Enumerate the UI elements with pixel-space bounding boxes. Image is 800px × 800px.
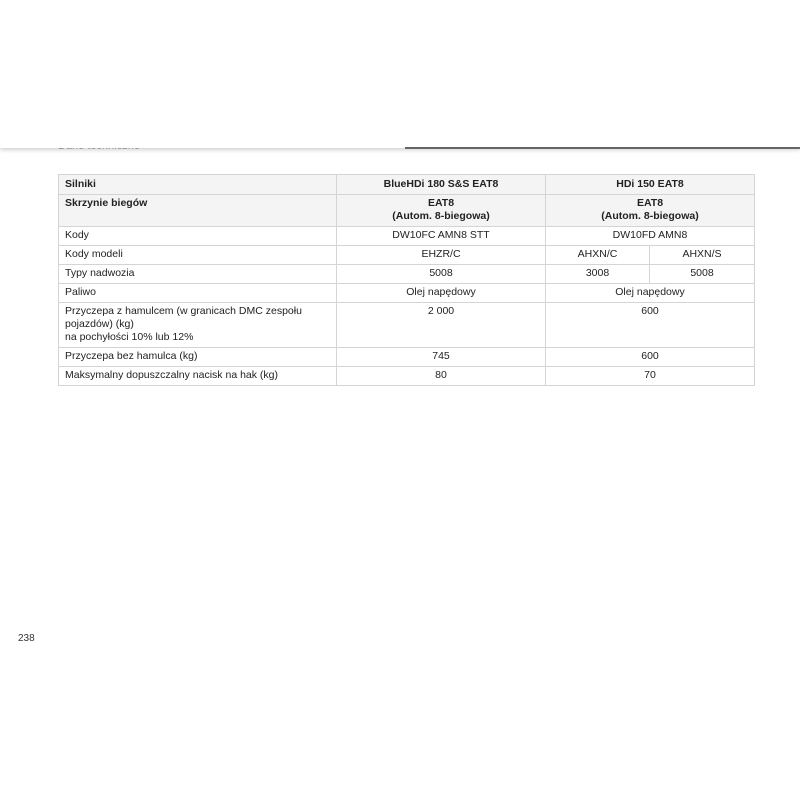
braked-trailer-label — [59, 303, 337, 348]
model-codes-value-2a: AHXN/C — [546, 246, 650, 265]
body-types-value-2b: 5008 — [650, 265, 755, 284]
unbraked-trailer-value-1: 745 — [337, 348, 546, 367]
towball-load-value-2: 70 — [546, 367, 755, 386]
previous-page-edge — [0, 0, 800, 148]
model-codes-value-2b: AHXN/S — [650, 246, 755, 265]
gearbox-2-cell — [546, 195, 755, 227]
codes-label: Kody — [59, 227, 337, 246]
codes-value-2: DW10FD AMN8 — [546, 227, 755, 246]
unbraked-trailer-label: Przyczepa bez hamulca (kg) — [59, 348, 337, 367]
fuel-label: Paliwo — [59, 284, 337, 303]
gearbox-1-cell — [337, 195, 546, 227]
table-row-body-types — [59, 265, 755, 284]
table-row-model-codes — [59, 246, 755, 265]
braked-trailer-label-line-1: Przyczepa z hamulcem (w granicach DMC zespołu — [65, 305, 302, 317]
gearbox-2-name: EAT8 — [636, 197, 664, 209]
model-codes-value-1: EHZR/C — [337, 246, 546, 265]
body-types-value-1: 5008 — [337, 265, 546, 284]
braked-trailer-value-1: 2 000 — [337, 303, 546, 348]
technical-data-table — [58, 174, 755, 386]
engine-1-header: BlueHDi 180 S&S EAT8 — [337, 175, 546, 195]
braked-trailer-label-line-3: na pochyłości 10% lub 12% — [65, 331, 194, 343]
towball-load-value-1: 80 — [337, 367, 546, 386]
page-number: 238 — [18, 633, 35, 644]
table-row-engines — [59, 175, 755, 195]
table-row-gearbox — [59, 195, 755, 227]
table-row-unbraked-trailer — [59, 348, 755, 367]
gearbox-label: Skrzynie biegów — [59, 195, 337, 227]
engine-2-header: HDi 150 EAT8 — [546, 175, 755, 195]
codes-value-1: DW10FC AMN8 STT — [337, 227, 546, 246]
engines-label: Silniki — [59, 175, 337, 195]
gearbox-2-desc: (Autom. 8-biegowa) — [601, 210, 699, 222]
fuel-value-1: Olej napędowy — [337, 284, 546, 303]
fuel-value-2: Olej napędowy — [546, 284, 755, 303]
table-row-fuel — [59, 284, 755, 303]
braked-trailer-value-2: 600 — [546, 303, 755, 348]
body-types-label: Typy nadwozia — [59, 265, 337, 284]
table-row-codes — [59, 227, 755, 246]
towball-load-label: Maksymalny dopuszczalny nacisk na hak (kg) — [59, 367, 337, 386]
table-row-towball-load — [59, 367, 755, 386]
header-rule — [405, 147, 800, 149]
gearbox-1-desc: (Autom. 8-biegowa) — [392, 210, 490, 222]
unbraked-trailer-value-2: 600 — [546, 348, 755, 367]
braked-trailer-label-line-2: pojazdów) (kg) — [65, 318, 134, 330]
model-codes-label: Kody modeli — [59, 246, 337, 265]
body-types-value-2a: 3008 — [546, 265, 650, 284]
gearbox-1-name: EAT8 — [427, 197, 455, 209]
table-row-braked-trailer — [59, 303, 755, 348]
